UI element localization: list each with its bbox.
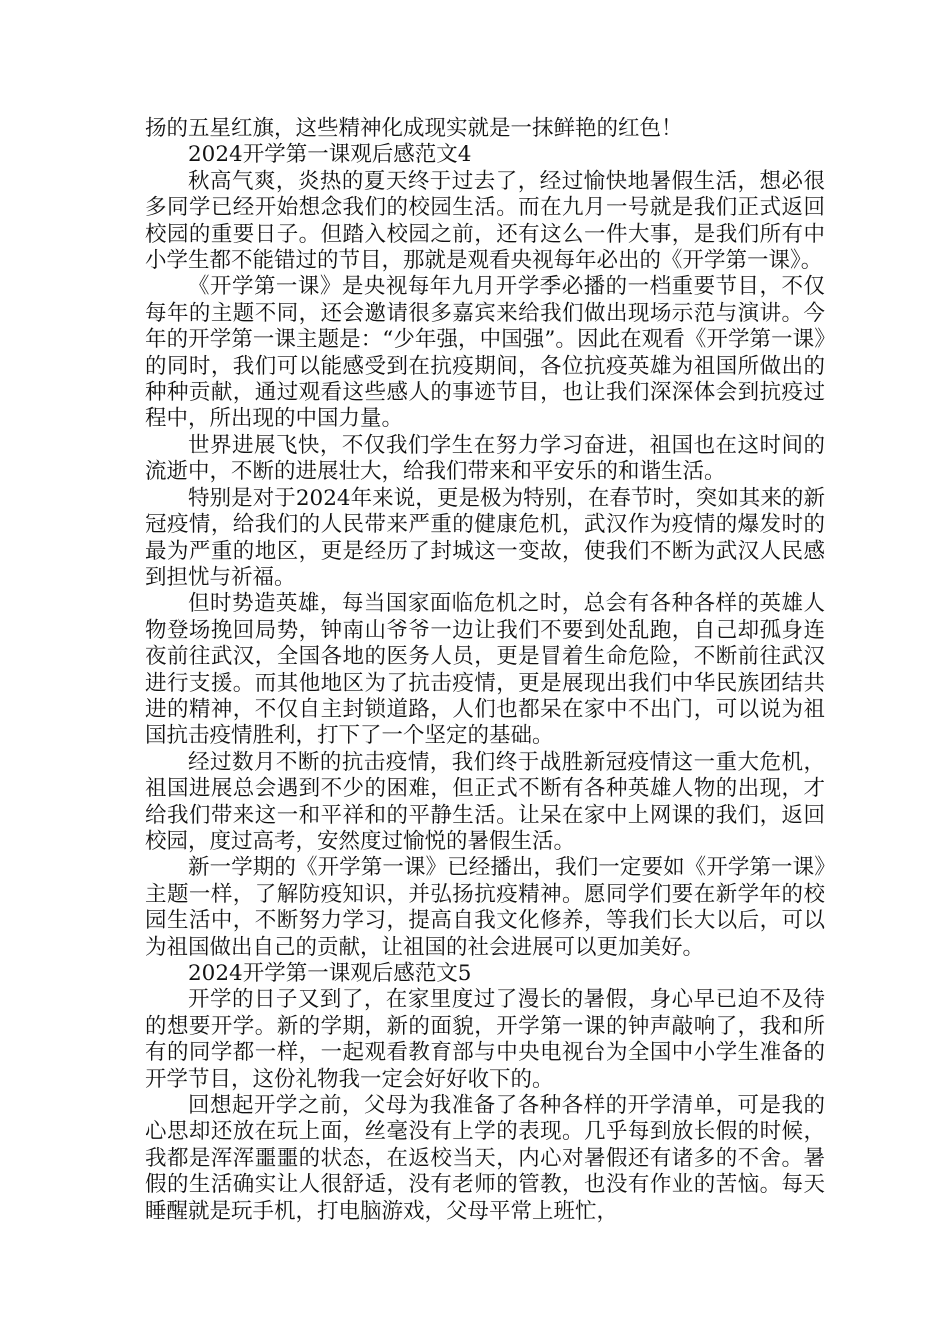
document-body xyxy=(145,116,825,1225)
paragraph: 但时势造英雄，每当国家面临危机之时，总会有各种各样的英雄人物登场挽回局势，钟南山爷爷一边让我们不要到处乱跑，自己却孤身连夜前往武汉，全国各地的医务人员，更是冒着生命危险，不断前往武汉进行支援。而其他地区为了抗击疫情，更是展现出我们中华民族团结共进的精神，不仅自主封锁道路，人们也都呆在家中不出门，可以说为祖国抗击疫情胜利，打下了一个坚定的基础。 xyxy=(145,591,825,749)
paragraph: 开学的日子又到了，在家里度过了漫长的暑假，身心早已迫不及待的想要开学。新的学期，新的面貌，开学第一课的钟声敲响了，我和所有的同学都一样，一起观看教育部与中央电视台为全国中小学生准备的开学节目，这份礼物我一定会好好收下的。 xyxy=(145,987,825,1092)
paragraph: 经过数月不断的抗击疫情，我们终于战胜新冠疫情这一重大危机，祖国进展总会遇到不少的困难，但正式不断有各种英雄人物的出现，才给我们带来这一和平祥和的平静生活。让呆在家中上网课的我们，返回校园，度过高考，安然度过愉悦的暑假生活。 xyxy=(145,749,825,854)
section-heading-5: 2024开学第一课观后感范文5 xyxy=(188,961,472,986)
paragraph: 世界进展飞快，不仅我们学生在努力学习奋进，祖国也在这时间的流逝中，不断的进展壮大，给我们带来和平安乐的和谐生活。 xyxy=(145,432,825,485)
section-heading-4: 2024开学第一课观后感范文4 xyxy=(188,142,472,168)
paragraph: 《开学第一课》是央视每年九月开学季必播的一档重要节目，不仅每年的主题不同，还会邀请很多嘉宾来给我们做出现场示范与演讲。今年的开学第一课主题是：“少年强，中国强”。因此在观看《开学第一课》的同时，我们可以能感受到在抗疫期间，各位抗疫英雄为祖国所做出的种种贡献，通过观看这些感人的事迹节目，也让我们深深体会到抗疫过程中，所出现的中国力量。 xyxy=(145,274,825,432)
paragraph: 特别是对于2024年来说，更是极为特别，在春节时，突如其来的新冠疫情，给我们的人民带来严重的健康危机，武汉作为疫情的爆发时的最为严重的地区，更是经历了封城这一变故，使我们不断为武汉人民感到担忧与祈福。 xyxy=(145,485,825,590)
paragraph: 回想起开学之前，父母为我准备了各种各样的开学清单，可是我的心思却还放在玩上面，丝毫没有上学的表现。几乎每到放长假的时候，我都是浑浑噩噩的状态，在返校当天，内心对暑假还有诸多的不舍。暑假的生活确实让人很舒适，没有老师的管教，也没有作业的苦恼。每天睡醒就是玩手机，打电脑游戏，父母平常上班忙， xyxy=(145,1093,825,1224)
paragraph-continuation: 扬的五星红旗，这些精神化成现实就是一抹鲜艳的红色！ xyxy=(145,116,683,141)
paragraph: 秋高气爽，炎热的夏天终于过去了，经过愉快地暑假生活，想必很多同学已经开始想念我们的校园生活。而在九月一号就是我们正式返回校园的重要日子。但踏入校园之前，还有这么一件大事，是我们所有中小学生都不能错过的节目，那就是观看央视每年必出的《开学第一课》。 xyxy=(145,168,825,274)
paragraph: 新一学期的《开学第一课》已经播出，我们一定要如《开学第一课》主题一样，了解防疫知识，并弘扬抗疫精神。愿同学们要在新学年的校园生活中，不断努力学习，提高自我文化修养，等我们长大以后，可以为祖国做出自己的贡献，让祖国的社会进展可以更加美好。 xyxy=(145,855,825,960)
